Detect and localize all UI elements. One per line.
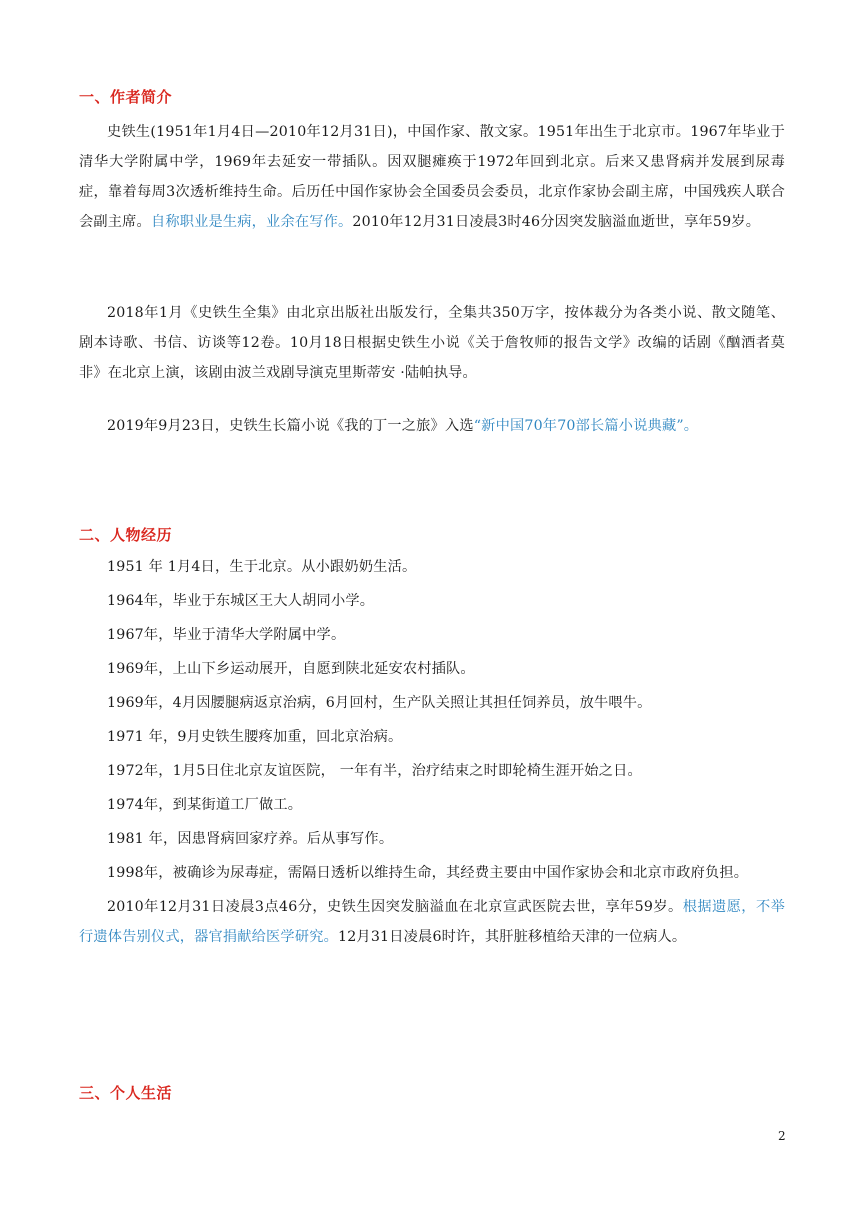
- life-item: 1972年，1月5日住北京友谊医院， 一年有半，治疗结束之时即轮椅生涯开始之日。: [107, 763, 642, 779]
- section-heading-life-experience: 二、人物经历: [79, 526, 173, 544]
- intro-text: 史铁生(1951年1月4日—2010年12月31日)，中国作家、散文家。1951年出生于北京市。1967年毕业于清华大学附属中学，1969年去延安一带插队。因双腿瘫痪于1972年回到北京。后来又患肾病并发展到尿毒症，靠着每周3次透析维持生命。后历任中国作家协会全国委员会委员，北京作家协会副主席，中国残疾人联合会副主席。: [79, 124, 785, 230]
- highlight-text: 根据遗愿，不举行遗体告别仪式，器官捐献给医学研究。: [79, 899, 785, 945]
- life-item-final: [79, 892, 785, 952]
- life-item: 1969年，4月因腰腿病返京治病，6月回村，生产队关照让其担任饲养员，放牛喂牛。: [107, 695, 652, 711]
- life-item: 1998年，被确诊为尿毒症，需隔日透析以维持生命，其经费主要由中国作家协会和北京市政府负担。: [107, 865, 749, 881]
- section-heading-personal-life: 三、个人生活: [79, 1084, 173, 1102]
- intro-paragraph-2: 2018年1月《史铁生全集》由北京出版社出版发行，全集共350万字，按体裁分为各类小说、散文随笔、剧本诗歌、书信、访谈等12卷。10月18日根据史铁生小说《关于詹牧师的报告文学》改编的话剧《酗酒者莫非》在北京上演，该剧由波兰戏剧导演克里斯蒂安 ·陆帕执导。: [79, 305, 785, 381]
- highlight-text: 自称职业是生病，业余在写作。: [150, 214, 353, 230]
- page-number: 2: [778, 1129, 786, 1143]
- intro-text: 2019年9月23日，史铁生长篇小说《我的丁一之旅》入选: [107, 418, 474, 434]
- intro-paragraph-1: [79, 117, 785, 237]
- intro-text-end: 2010年12月31日凌晨3时46分因突发脑溢血逝世，享年59岁。: [352, 214, 761, 230]
- life-item: 1969年，上山下乡运动展开，自愿到陕北延安农村插队。: [107, 661, 475, 677]
- section-heading-author-intro: 一、作者简介: [79, 88, 173, 106]
- life-item: 1967年，毕业于清华大学附属中学。: [107, 627, 346, 643]
- life-item: 1964年，毕业于东城区王大人胡同小学。: [107, 593, 375, 609]
- life-item: 1971 年，9月史铁生腰疼加重，回北京治病。: [107, 729, 403, 745]
- highlight-text: “新中国70年70部长篇小说典藏”。: [473, 418, 699, 434]
- intro-paragraph-3: [79, 411, 785, 441]
- life-text-end: 12月31日凌晨6时许，其肝脏移植给天津的一位病人。: [337, 929, 687, 945]
- life-item: 1981 年，因患肾病回家疗养。后从事写作。: [107, 831, 394, 847]
- life-text: 2010年12月31日凌晨3点46分，史铁生因突发脑溢血在北京宣武医院去世，享年59岁。: [107, 899, 683, 915]
- life-item: 1974年，到某街道工厂做工。: [107, 797, 303, 813]
- life-item: 1951 年 1月4日，生于北京。从小跟奶奶生活。: [107, 559, 417, 575]
